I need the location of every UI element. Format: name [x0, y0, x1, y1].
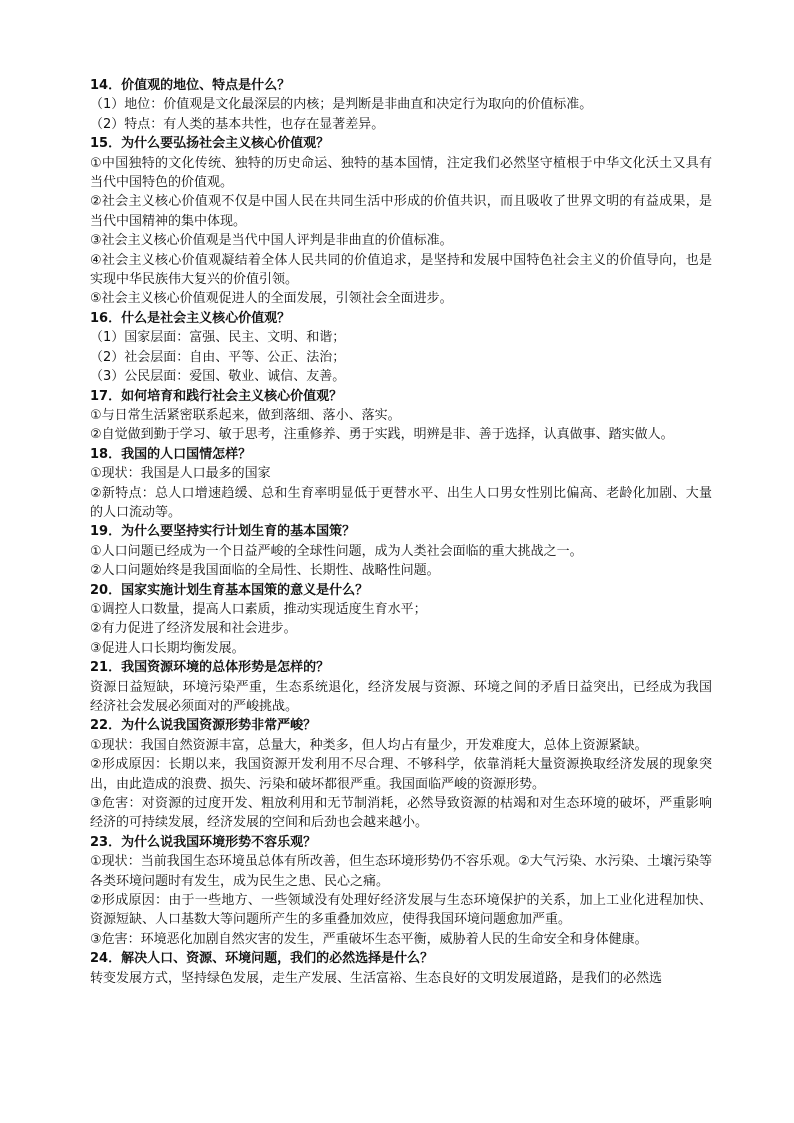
answer-line: ②新特点：总人口增速趋缓、总和生育率明显低于更替水平、出生人口男女性别比偏高、老龄化加剧、大量的人口流动等。: [90, 485, 712, 520]
question-heading: 22．为什么说我国资源形势非常严峻？: [90, 718, 317, 734]
answer-line: ①与日常生活紧密联系起来，做到落细、落小、落实。: [90, 407, 401, 423]
question-heading: 18．我国的人口国情怎样？: [90, 446, 252, 462]
answer-line: ④社会主义核心价值观凝结着全体人民共同的价值追求，是坚持和发展中国特色社会主义的价值导向，也是实现中华民族伟大复兴的价值引领。: [90, 252, 712, 288]
answer-line: ⑤社会主义核心价值观促进人的全面发展，引领社会全面进步。: [90, 291, 453, 307]
answer-line: ①现状：当前我国生态环境虽总体有所改善，但生态环境形势仍不容乐观。②大气污染、水污染、土壤污染等各类环境问题时有发生，成为民生之患、民心之痛。: [90, 854, 712, 889]
question-heading: 14．价值观的地位、特点是什么？: [90, 78, 291, 93]
question-heading: 17．如何培育和践行社会主义核心价值观？: [90, 388, 343, 404]
answer-line: ①人口问题已经成为一个日益严峻的全球性问题，成为人类社会面临的重大挑战之一。: [90, 543, 583, 559]
answer-line: 转变发展方式，坚持绿色发展，走生产发展、生活富裕、生态良好的文明发展道路，是我们的必然选: [90, 970, 663, 986]
answer-line: 资源日益短缺，环境污染严重，生态系统退化，经济发展与资源、环境之间的矛盾日益突出，已经成为我国经济社会发展必须面对的严峻挑战。: [90, 679, 712, 714]
question-heading: 23．为什么说我国环境形势不容乐观？: [90, 834, 317, 850]
answer-line: ①现状：我国自然资源丰富，总量大，种类多，但人均占有量少，开发难度大，总体上资源紧缺。: [90, 737, 648, 753]
answer-line: （1）国家层面：富强、民主、文明、和谐；: [90, 330, 346, 346]
answer-line: ②形成原因：长期以来，我国资源开发利用不尽合理、不够科学，依靠消耗大量资源换取经济发展的现象突出，由此造成的浪费、损失、污染和破坏都很严重。我国面临严峻的资源形势。: [90, 757, 712, 792]
question-heading: 20．国家实施计划生育基本国策的意义是什么？: [90, 582, 369, 598]
answer-line: （3）公民层面：爱国、敬业、诚信、友善。: [90, 369, 346, 385]
answer-line: ②形成原因：由于一些地方、一些领域没有处理好经济发展与生态环境保护的关系，加上工业化进程加快、资源短缺、人口基数大等问题所产生的多重叠加效应，使得我国环境问题愈加严重。: [90, 893, 712, 928]
answer-line: ①调控人口数量，提高人口素质，推动实现适度生育水平；: [90, 601, 427, 617]
answer-line: （2）特点：有人类的基本共性，也存在显著差异。: [90, 116, 385, 132]
answer-line: ②人口问题始终是我国面临的全局性、长期性、战略性问题。: [90, 563, 440, 579]
answer-line: ③危害：环境恶化加剧自然灾害的发生，严重破坏生态平衡，威胁着人民的生命安全和身体健康。: [90, 931, 648, 947]
answer-line: ②有力促进了经济发展和社会进步。: [90, 621, 297, 637]
answer-line: ①现状：我国是人口最多的国家: [90, 466, 271, 482]
answer-line: （2）社会层面：自由、平等、公正、法治；: [90, 349, 346, 365]
question-heading: 15．为什么要弘扬社会主义核心价值观？: [90, 136, 330, 152]
question-heading: 21．我国资源环境的总体形势是怎样的？: [90, 660, 330, 676]
document-body: [90, 76, 712, 988]
answer-line: ③促进人口长期均衡发展。: [90, 640, 245, 656]
question-heading: 16．什么是社会主义核心价值观？: [90, 310, 291, 326]
answer-line: ①中国独特的文化传统、独特的历史命运、独特的基本国情，注定我们必然坚守植根于中华文化沃土又具有当代中国特色的价值观。: [90, 155, 712, 191]
answer-line: ②自觉做到勤于学习、敏于思考，注重修养、勇于实践，明辨是非、善于选择，认真做事、踏实做人。: [90, 427, 674, 443]
answer-line: ③危害：对资源的过度开发、粗放利用和无节制消耗，必然导致资源的枯竭和对生态环境的破坏，严重影响经济的可持续发展，经济发展的空间和后劲也会越来越小。: [90, 796, 712, 831]
question-heading: 19．为什么要坚持实行计划生育的基本国策？: [90, 524, 356, 540]
question-heading: 24．解决人口、资源、环境问题，我们的必然选择是什么？: [90, 951, 434, 967]
answer-line: ②社会主义核心价值观不仅是中国人民在共同生活中形成的价值共识，而且吸收了世界文明的有益成果，是当代中国精神的集中体现。: [90, 194, 712, 229]
answer-line: ③社会主义核心价值观是当代中国人评判是非曲直的价值标准。: [90, 233, 453, 249]
answer-line: （1）地位：价值观是文化最深层的内核；是判断是非曲直和决定行为取向的价值标准。: [90, 97, 593, 113]
